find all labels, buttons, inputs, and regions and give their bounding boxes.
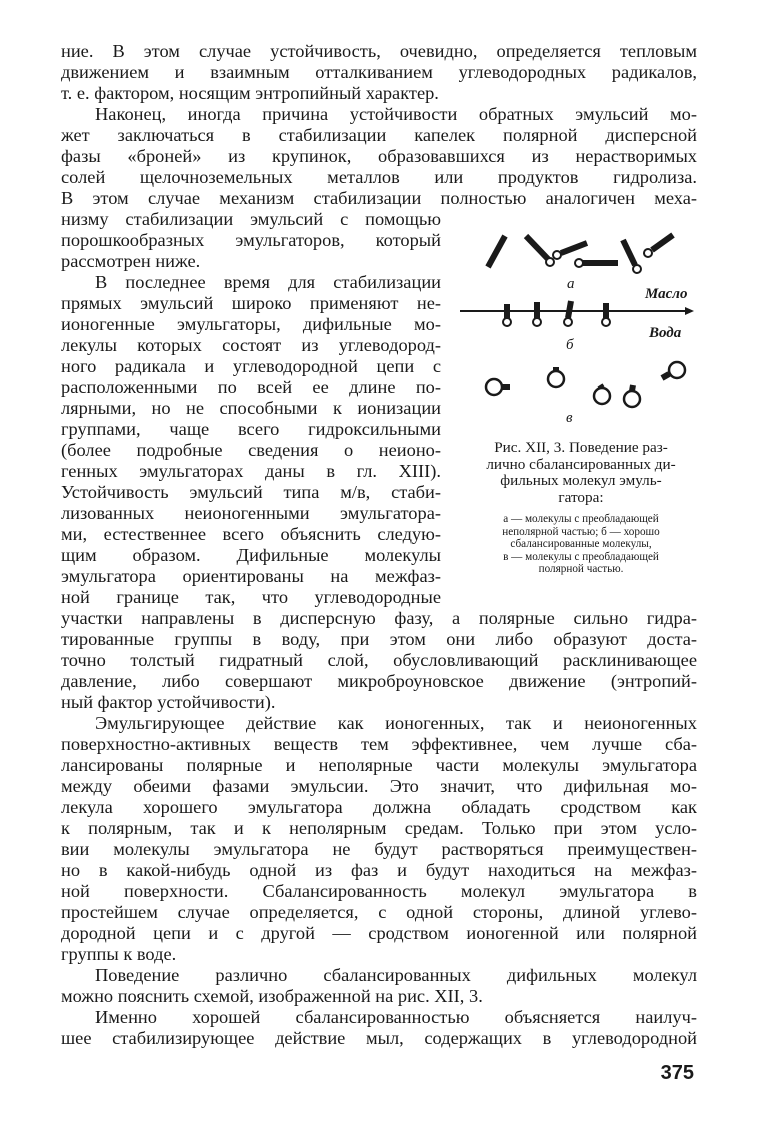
figure-caption-title bbox=[462, 440, 700, 506]
text-line: фазы «броней» из крупинок, образовавшихся из нерастворимых bbox=[61, 146, 697, 166]
text-line: щим образом. Дифильные молекулы bbox=[61, 545, 441, 565]
caption-line: гатора: bbox=[558, 488, 604, 506]
text-line: поверхностно-активных веществ тем эффективнее, чем лучше сба- bbox=[61, 734, 697, 754]
text-line: к полярным, так и к неполярным средам. Только при этом усло- bbox=[61, 818, 697, 838]
text-line: участки направлены в дисперсную фазу, а полярные сильно гидра- bbox=[61, 608, 697, 628]
text-line: ной границе так, что углеводородные bbox=[61, 587, 441, 607]
text-line: вии молекулы эмульгатора не будут растворяться преимуществен- bbox=[61, 839, 697, 859]
text-line: В этом случае механизм стабилизации полностью аналогичен меха- bbox=[61, 188, 697, 208]
text-line: Наконец, иногда причина устойчивости обратных эмульсий мо- bbox=[95, 104, 697, 124]
figure-caption-legend bbox=[462, 513, 700, 576]
text-line: т. е. фактором, носящим энтропийный характер. bbox=[61, 83, 439, 103]
text-line: прямых эмульсий широко применяют не- bbox=[61, 293, 441, 313]
text-line: лекула хорошего эмульгатора должна обладать сродством как bbox=[61, 797, 697, 817]
emulsifier-molecules-figure bbox=[455, 225, 700, 435]
text-line: генных эмульгаторах даны в гл. XIII). bbox=[61, 461, 441, 481]
text-line: жет заключаться в стабилизации капелек полярной дисперсной bbox=[61, 125, 697, 145]
text-line: Поведение различно сбалансированных дифильных молекул bbox=[95, 965, 697, 985]
text-line: можно пояснить схемой, изображенной на рис. XII, 3. bbox=[61, 986, 483, 1006]
caption-line: в — молекулы с преобладающей bbox=[503, 550, 659, 563]
text-line: шее стабилизирующее действие мыл, содержащих в углеводородной bbox=[61, 1028, 697, 1048]
text-line: но в какой-нибудь одной из фаз и будут находиться на межфаз- bbox=[61, 860, 697, 880]
text-line: простейшем случае определяется, с одной стороны, длиной углево- bbox=[61, 902, 697, 922]
oil-label: Масло bbox=[645, 286, 688, 302]
text-line: ного радикала и углеводородной цепи с bbox=[61, 356, 441, 376]
text-line: группами, чаще всего гидроксильными bbox=[61, 419, 441, 439]
text-line: давление, либо совершают микроброуновское движение (энтропий- bbox=[61, 671, 697, 691]
text-line: (более подробные сведения о неионо- bbox=[61, 440, 441, 460]
text-line: лекулы которых состоят из углеводород- bbox=[61, 335, 441, 355]
text-line: солей щелочноземельных металлов или продуктов гидролиза. bbox=[61, 167, 697, 187]
text-line: низму стабилизации эмульсий с помощью bbox=[61, 209, 441, 229]
caption-line: сбалансированные молекулы, bbox=[510, 538, 652, 551]
text-line: Именно хорошей сбалансированностью объясняется наилуч- bbox=[95, 1007, 697, 1027]
text-line: эмульгатора ориентированы на межфаз- bbox=[61, 566, 441, 586]
text-line: тированные группы в воду, при этом они либо образуют доста- bbox=[61, 629, 697, 649]
text-line: порошкообразных эмульгаторов, который bbox=[61, 230, 441, 250]
caption-line: лично сбалансированных ди- bbox=[486, 455, 676, 473]
label-v: в bbox=[566, 410, 573, 426]
text-line: точно толстый гидратный слой, обусловливающий расклинивающее bbox=[61, 650, 697, 670]
text-line: лизованных неионогенными эмульгатора- bbox=[61, 503, 441, 523]
label-a: а bbox=[567, 276, 575, 292]
water-label: Вода bbox=[649, 325, 682, 341]
text-line: расположенными по всей ее длине по- bbox=[61, 377, 441, 397]
text-line: ние. В этом случае устойчивость, очевидно, определяется тепловым bbox=[61, 41, 697, 61]
text-line: лярными, но не способными к ионизации bbox=[61, 398, 441, 418]
text-line: рассмотрен ниже. bbox=[61, 251, 201, 271]
label-b: б bbox=[566, 337, 574, 353]
text-line: ми, естественнее всего объяснить следую- bbox=[61, 524, 441, 544]
text-line: ный фактор устойчивости). bbox=[61, 692, 276, 712]
caption-line: фильных молекул эмуль- bbox=[500, 472, 662, 489]
text-line: дородной цепи и с другой — сродством ионогенной или полярной bbox=[61, 923, 697, 943]
text-line: Устойчивость эмульсий типа м/в, стаби- bbox=[61, 482, 441, 502]
text-line: между обеими фазами эмульсии. Это значит, что дифильная мо- bbox=[61, 776, 697, 796]
caption-line: а — молекулы с преобладающей bbox=[503, 513, 659, 525]
page-number: 375 bbox=[660, 1062, 694, 1084]
text-line: лансированы полярные и неполярные части молекулы эмульгатора bbox=[61, 755, 697, 775]
molecule-row-a bbox=[488, 235, 673, 273]
text-line: группы к воде. bbox=[61, 944, 177, 964]
caption-line: Рис. XII, 3. Поведение раз- bbox=[494, 439, 668, 456]
molecule-row-v bbox=[486, 362, 685, 407]
molecule-row-b bbox=[503, 301, 610, 326]
caption-line: неполярной частью; б — хорошо bbox=[502, 525, 660, 538]
text-line: движением и взаимным отталкиванием углеводородных радикалов, bbox=[61, 62, 697, 82]
text-line: ной поверхности. Сбалансированность молекул эмульгатора в bbox=[61, 881, 697, 901]
text-line: Эмульгирующее действие как ионогенных, так и неионогенных bbox=[95, 713, 697, 733]
text-line: ионогенные эмульгаторы, дифильные мо- bbox=[61, 314, 441, 334]
text-line: В последнее время для стабилизации bbox=[95, 272, 441, 292]
caption-line: полярной частью. bbox=[538, 563, 624, 576]
